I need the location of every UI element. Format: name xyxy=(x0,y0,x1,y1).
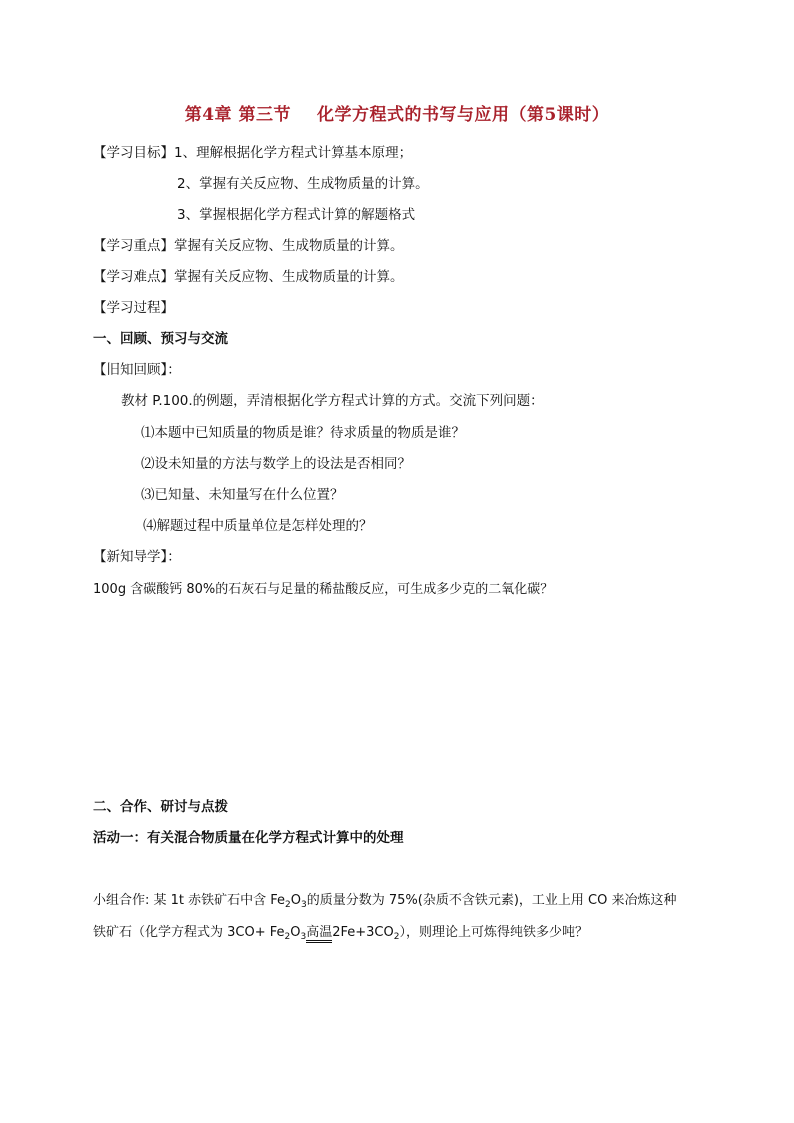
question-1: ⑴本题中已知质量的物质是谁？待求质量的物质是谁？ xyxy=(141,425,465,441)
subscript: 3 xyxy=(301,900,307,910)
objective-1: 1、理解根据化学方程式计算基本原理； xyxy=(174,145,413,161)
section1-heading: 一、回顾、预习与交流 xyxy=(93,331,228,347)
key-point-line xyxy=(93,236,404,256)
objectives-line xyxy=(93,143,412,163)
difficulty-line xyxy=(93,267,404,287)
key-point-label: 【学习重点】 xyxy=(93,238,174,254)
group-text-a: 小组合作: 某 1t 赤铁矿石中含 Fe xyxy=(93,893,286,908)
question-4: ⑷解题过程中质量单位是怎样处理的？ xyxy=(143,518,373,534)
group-text-b: O xyxy=(290,893,302,908)
equation-text-c: 2Fe+3CO xyxy=(332,925,394,940)
key-point-text: 掌握有关反应物、生成物质量的计算。 xyxy=(174,238,404,254)
page-title xyxy=(0,103,794,127)
review-label: 【旧知回顾】： xyxy=(93,362,181,378)
question-2: ⑵设未知量的方法与数学上的设法是否相同？ xyxy=(141,456,411,472)
review-text: 教材 P.100.的例题，弄清根据化学方程式计算的方式。交流下列问题： xyxy=(121,393,544,409)
group-text-c: 的质量分数为 75%(杂质不含铁元素)，工业上用 CO 来冶炼这种 xyxy=(306,893,677,908)
subscript: 2 xyxy=(284,932,291,942)
section2-heading: 二、合作、研讨与点拨 xyxy=(93,799,228,815)
subscript: 3 xyxy=(300,932,307,942)
subscript: 2 xyxy=(285,900,291,910)
new-problem: 100g 含碳酸钙 80%的石灰石与足量的稀盐酸反应，可生成多少克的二氧化碳？ xyxy=(93,582,554,597)
chapter-label: 第4章 第三节 xyxy=(184,105,291,125)
objective-3: 3、掌握根据化学方程式计算的解题格式 xyxy=(177,207,416,223)
reaction-condition: 高温 xyxy=(306,925,332,943)
equation-text-b: O xyxy=(290,925,301,940)
lesson-title: 化学方程式的书写与应用（第5课时） xyxy=(316,105,610,125)
process-label: 【学习过程】 xyxy=(93,300,174,316)
subscript: 2 xyxy=(393,932,400,942)
difficulty-text: 掌握有关反应物、生成物质量的计算。 xyxy=(174,269,404,285)
equation-text-d: ），则理论上可炼得纯铁多少吨？ xyxy=(399,925,588,940)
group-problem-line-2 xyxy=(93,923,588,947)
new-knowledge-label: 【新知导学】： xyxy=(93,549,181,565)
equation-text-a: 铁矿石（化学方程式为 3CO+ Fe xyxy=(93,925,285,940)
objective-2: 2、掌握有关反应物、生成物质量的计算。 xyxy=(177,176,429,192)
difficulty-label: 【学习难点】 xyxy=(93,269,174,285)
question-3: ⑶已知量、未知量写在什么位置？ xyxy=(141,487,344,503)
group-problem-line-1 xyxy=(93,891,677,915)
objectives-label: 【学习目标】 xyxy=(93,145,174,161)
activity-heading: 活动一：有关混合物质量在化学方程式计算中的处理 xyxy=(93,830,404,846)
